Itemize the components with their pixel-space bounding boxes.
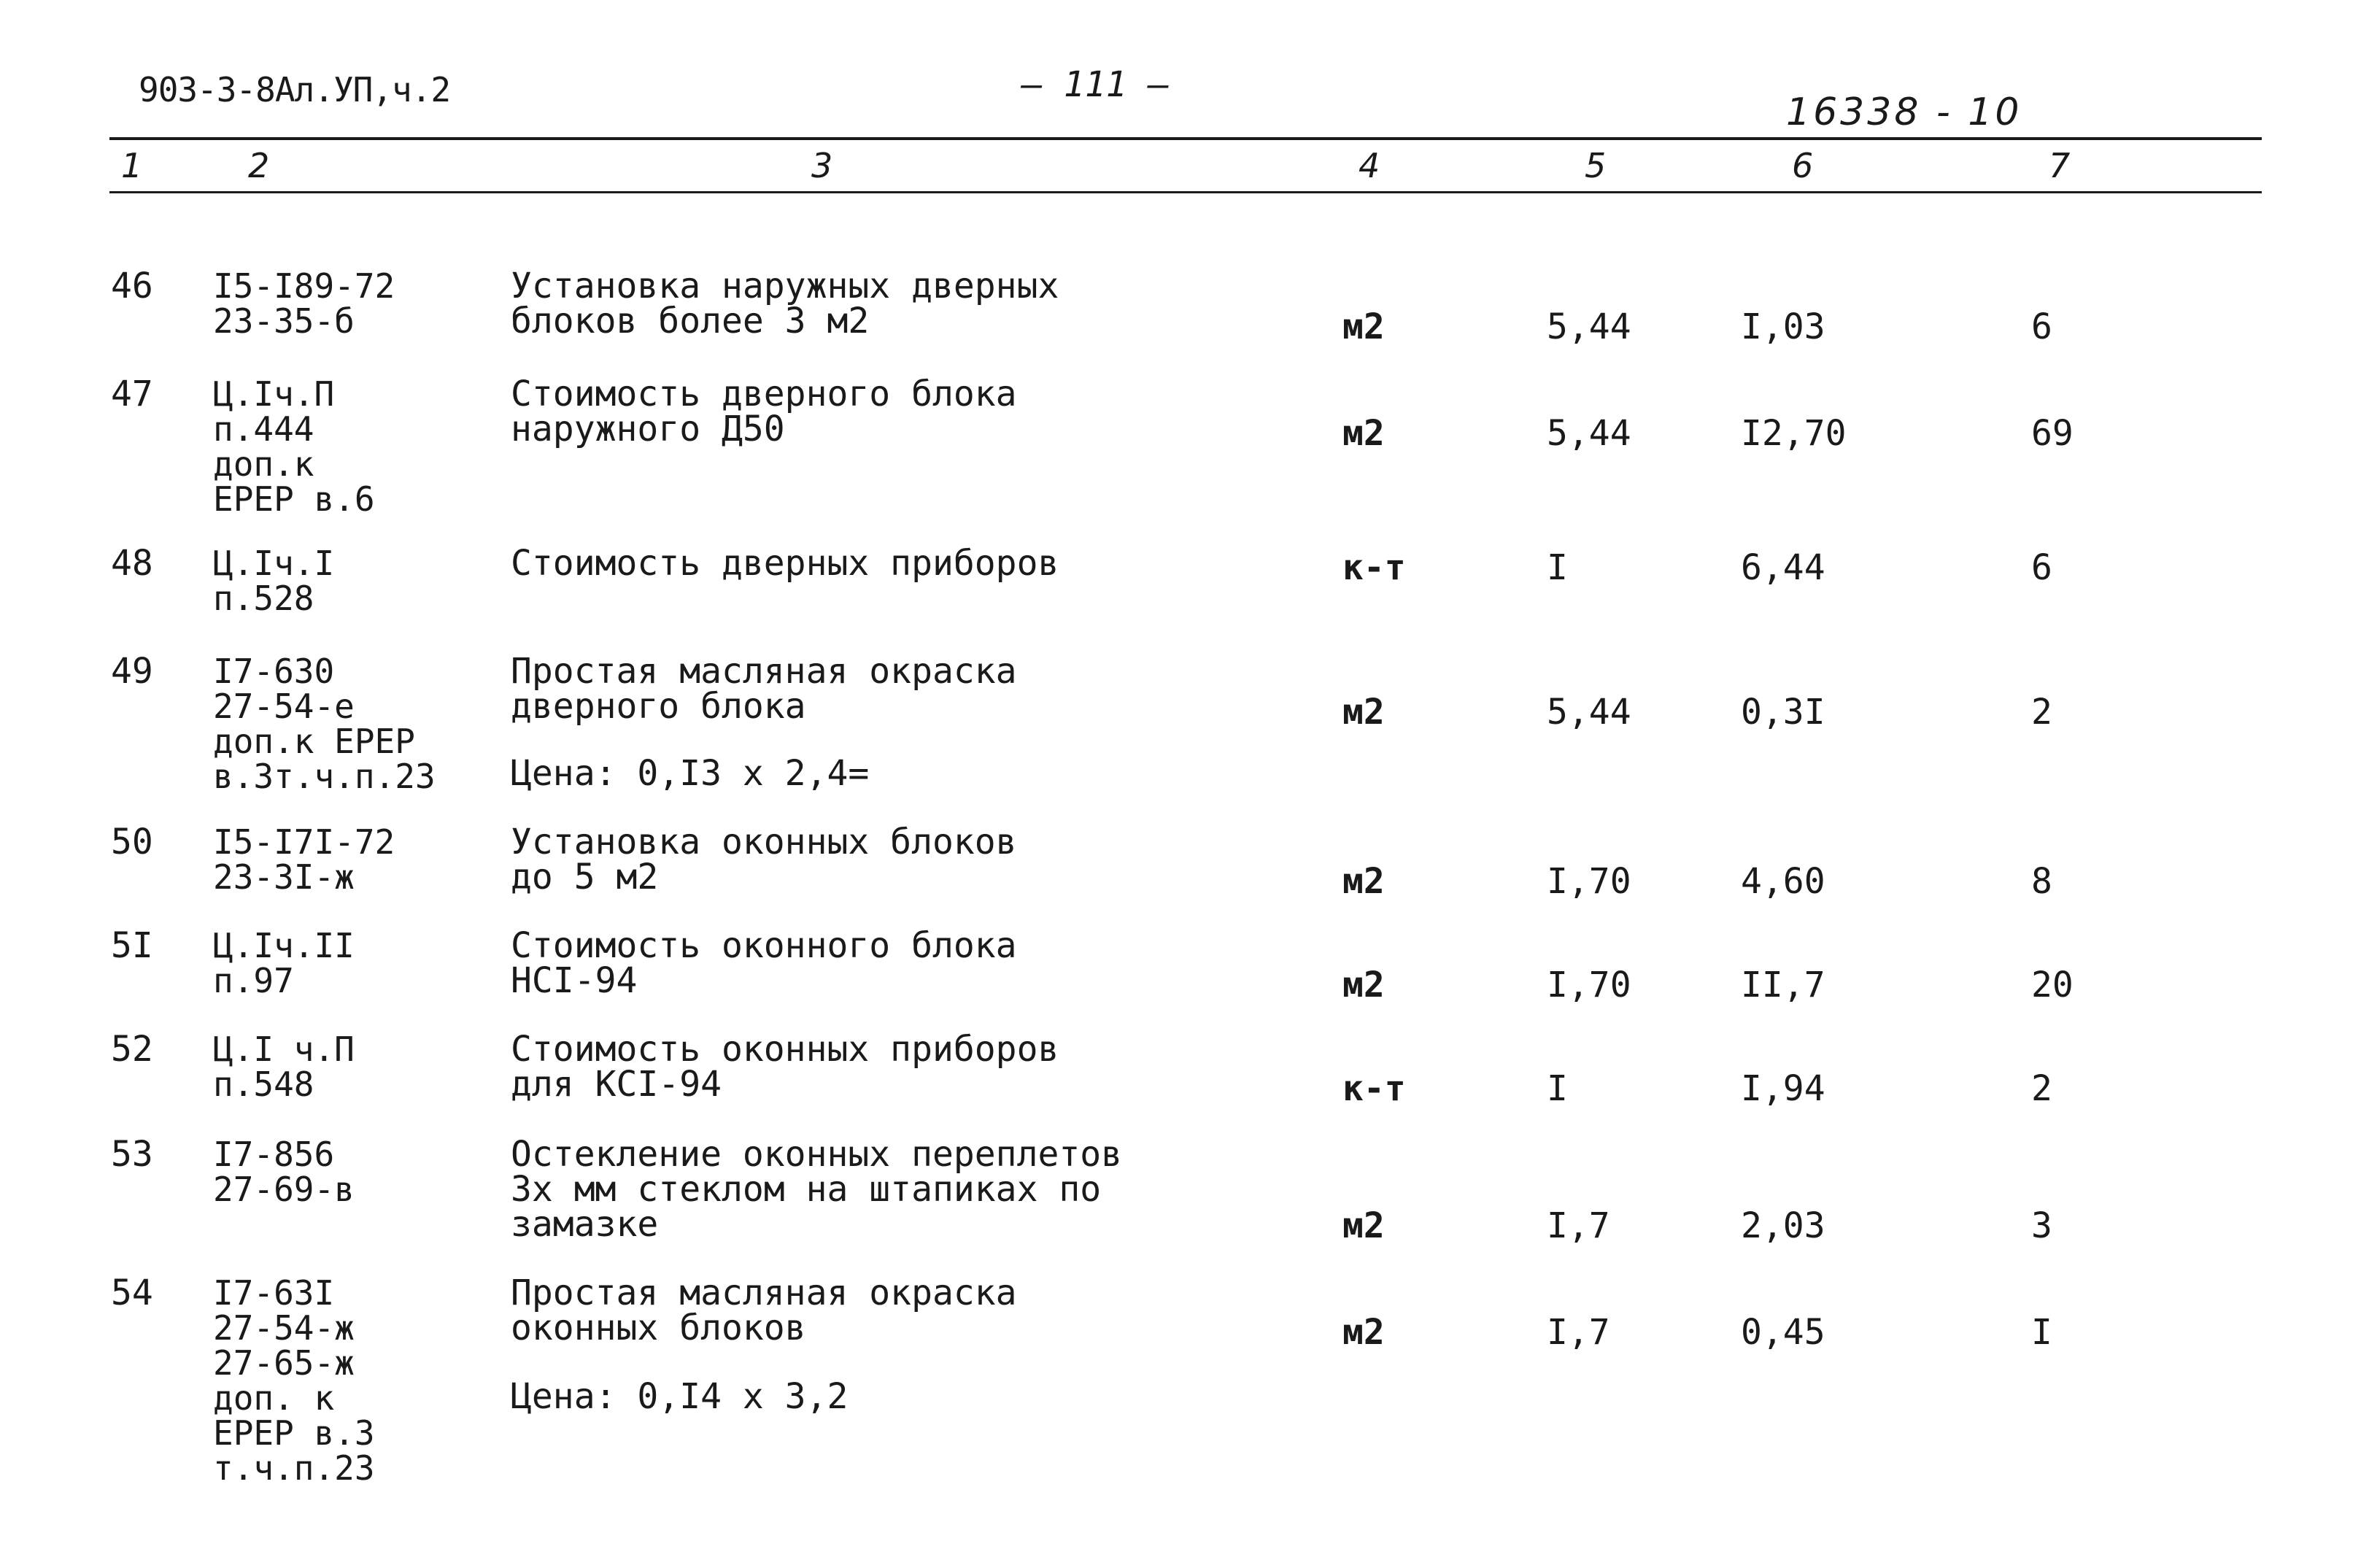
total-cost: 69 (2031, 413, 2074, 454)
description-line: замазке (511, 1204, 659, 1245)
description-line: Установка оконных блоков (511, 822, 1017, 862)
total-cost: 8 (2031, 861, 2052, 902)
work-description (511, 824, 1017, 895)
norm-code-line: 27-69-в (213, 1170, 355, 1209)
norm-code-line: Ц.Iч.П (213, 374, 335, 414)
norm-code (213, 266, 395, 341)
column-header-4: 4 (1359, 146, 1380, 185)
description-line: блоков более 3 м2 (511, 301, 870, 341)
unit: м2 (1342, 306, 1385, 347)
norm-code (213, 1137, 355, 1207)
row-number: 53 (111, 1134, 153, 1175)
column-header-6: 6 (1792, 146, 1814, 185)
price-note: Цена: 0,I4 х 3,2 (511, 1376, 849, 1417)
work-description (511, 543, 1059, 584)
total-cost: 6 (2031, 547, 2052, 588)
norm-code-line: доп.к ЕРЕР (213, 722, 415, 761)
unit-price: I,94 (1741, 1068, 1825, 1109)
unit: м2 (1342, 692, 1385, 733)
quantity: 5,44 (1547, 306, 1631, 347)
norm-code-line: I7-856 (213, 1135, 335, 1174)
unit-price: 4,60 (1741, 861, 1825, 902)
unit: м2 (1342, 413, 1385, 454)
norm-code-line: I7-630 (213, 652, 335, 691)
description-line: 3х мм стеклом на штапиках по (511, 1169, 1102, 1210)
norm-code-line: 27-54-е (213, 687, 355, 726)
total-cost: I (2031, 1312, 2052, 1353)
unit: м2 (1342, 965, 1385, 1005)
unit-price: 6,44 (1741, 547, 1825, 588)
quantity: I,7 (1547, 1205, 1610, 1246)
row-number: 48 (111, 543, 153, 584)
quantity: 5,44 (1547, 692, 1631, 733)
total-cost: 3 (2031, 1205, 2052, 1246)
norm-code-line: п.528 (213, 579, 314, 618)
norm-code-line: I5-I7I-72 (213, 822, 395, 862)
quantity: I,70 (1547, 965, 1631, 1005)
document-code: 903-3-8Ал.УП,ч.2 (139, 70, 451, 109)
column-header-2: 2 (248, 146, 270, 185)
description-line: для КСI-94 (511, 1064, 722, 1105)
price-note: Цена: 0,I3 х 2,4= (511, 753, 870, 794)
quantity: 5,44 (1547, 413, 1631, 454)
quantity: I (1547, 1068, 1568, 1109)
norm-code-line: доп.к (213, 444, 314, 484)
quantity: I,7 (1547, 1312, 1610, 1353)
unit-price: 0,3I (1741, 692, 1825, 733)
unit-price: I,03 (1741, 306, 1825, 347)
unit-price: I2,70 (1741, 413, 1847, 454)
norm-code-line: 23-3I-ж (213, 857, 355, 897)
row-number: 5I (111, 925, 153, 966)
description-line: Стоимость оконного блока (511, 925, 1017, 966)
description-line: НСI-94 (511, 960, 638, 1001)
norm-code-line: ЕРЕР в.3 (213, 1413, 375, 1453)
unit: м2 (1342, 1205, 1385, 1246)
total-cost: 2 (2031, 692, 2052, 733)
unit: м2 (1342, 1312, 1385, 1353)
row-number: 49 (111, 651, 153, 692)
norm-code (213, 824, 395, 895)
norm-code-line: п.548 (213, 1065, 314, 1104)
norm-code-line: п.444 (213, 409, 314, 449)
unit-price: II,7 (1741, 965, 1825, 1005)
unit-price: 0,45 (1741, 1312, 1825, 1353)
norm-code-line: 27-65-ж (213, 1343, 355, 1383)
norm-code (213, 376, 375, 517)
work-description (511, 1134, 1123, 1245)
norm-code-line: доп. к (213, 1378, 335, 1418)
norm-code-line: 23-35-б (213, 301, 355, 341)
quantity: I (1547, 547, 1568, 588)
unit: к-т (1342, 547, 1406, 588)
work-description (511, 266, 1059, 341)
quantity: I,70 (1547, 861, 1631, 902)
norm-code-line: I5-I89-72 (213, 266, 395, 306)
column-header-3: 3 (811, 146, 833, 185)
column-header-1: 1 (121, 146, 143, 185)
work-description (511, 1029, 1059, 1105)
document-number: 16338 - 10 (1786, 90, 2022, 134)
column-header-7: 7 (2049, 146, 2071, 185)
norm-code-line: в.3т.ч.п.23 (213, 757, 436, 796)
description-line: оконных блоков (511, 1308, 806, 1348)
description-line: Простая масляная окраска (511, 1272, 1017, 1313)
total-cost: 6 (2031, 306, 2052, 347)
description-line: Простая масляная окраска (511, 651, 1017, 692)
norm-code-line: Ц.I ч.П (213, 1030, 355, 1069)
row-number: 50 (111, 822, 153, 862)
description-line: Стоимость дверного блока (511, 374, 1017, 414)
norm-code (213, 546, 334, 616)
norm-code-line: т.ч.п.23 (213, 1448, 375, 1488)
description-line: Стоимость дверных приборов (511, 543, 1059, 584)
description-line: до 5 м2 (511, 857, 659, 897)
description-line: Установка наружных дверных (511, 266, 1059, 306)
norm-code-line: ЕРЕР в.6 (213, 479, 375, 519)
norm-code-line: I7-63I (213, 1273, 335, 1313)
norm-code-line: Ц.Iч.II (213, 926, 355, 965)
norm-code (213, 1275, 375, 1486)
row-number: 46 (111, 266, 153, 306)
header-top-rule (109, 137, 2262, 140)
unit: м2 (1342, 861, 1385, 902)
norm-code-line: п.97 (213, 961, 294, 1000)
column-header-5: 5 (1585, 146, 1607, 185)
work-description (511, 376, 1017, 447)
row-number: 47 (111, 374, 153, 414)
norm-code (213, 928, 355, 998)
norm-code (213, 654, 436, 794)
work-description (511, 1272, 1017, 1348)
unit: к-т (1342, 1068, 1406, 1109)
work-description (511, 651, 1017, 727)
row-number: 54 (111, 1272, 153, 1313)
row-number: 52 (111, 1029, 153, 1070)
description-line: Остекление оконных переплетов (511, 1134, 1123, 1175)
unit-price: 2,03 (1741, 1205, 1825, 1246)
page-number: – 111 – (1021, 64, 1170, 105)
header-bottom-rule (109, 191, 2262, 193)
norm-code-line: 27-54-ж (213, 1308, 355, 1348)
total-cost: 2 (2031, 1068, 2052, 1109)
work-description (511, 925, 1017, 1001)
description-line: наружного Д50 (511, 409, 785, 449)
norm-code-line: Ц.Iч.I (213, 544, 335, 583)
total-cost: 20 (2031, 965, 2074, 1005)
norm-code (213, 1032, 355, 1102)
description-line: Стоимость оконных приборов (511, 1029, 1059, 1070)
description-line: дверного блока (511, 686, 806, 727)
